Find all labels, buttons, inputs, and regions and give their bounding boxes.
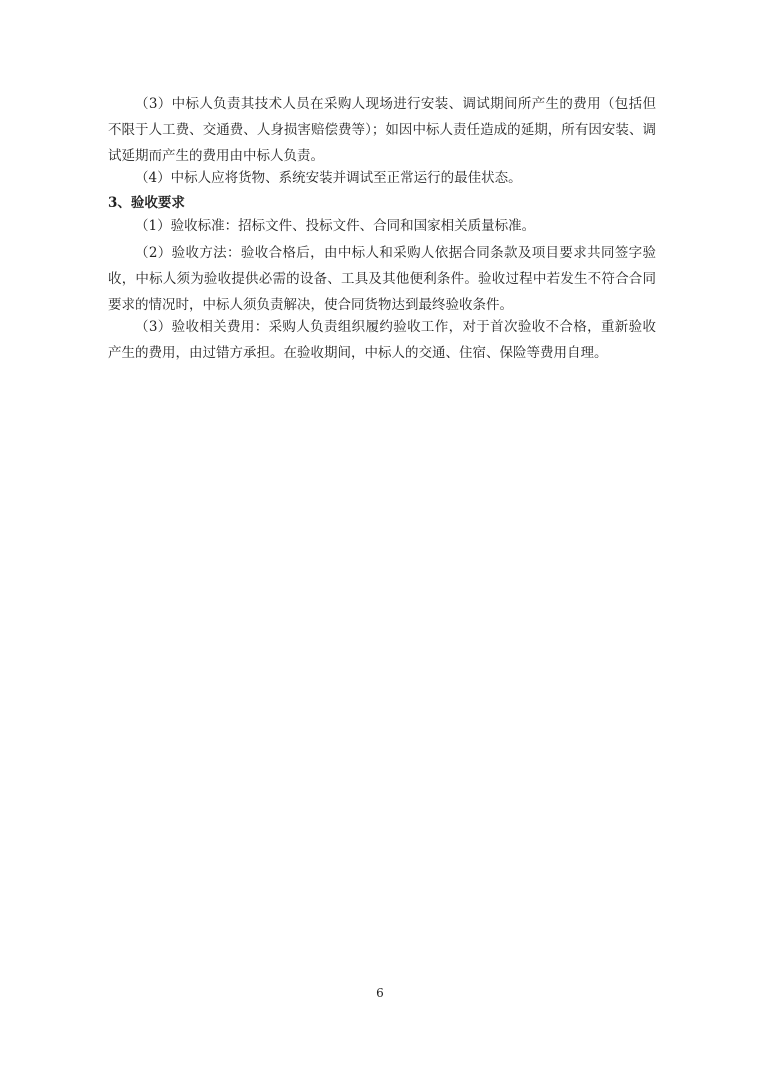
paragraph-acceptance-costs: （3）验收相关费用：采购人负责组织履约验收工作，对于首次验收不合格，重新验收产生的费用，由过错方承担。在验收期间，中标人的交通、住宿、保险等费用自理。 xyxy=(108,319,656,361)
paragraph-install-costs: （3）中标人负责其技术人员在采购人现场进行安装、调试期间所产生的费用（包括但不限于人工费、交通费、人身损害赔偿费等）；如因中标人责任造成的延期，所有因安装、调试延期而产生的费用由中标人负责。 xyxy=(108,96,656,164)
paragraph-acceptance-standard: （1）验收标准：招标文件、投标文件、合同和国家相关质量标准。 xyxy=(135,218,536,234)
page-number: 6 xyxy=(376,986,384,1000)
section-heading-acceptance: 3、验收要求 xyxy=(108,195,185,211)
paragraph-install-state: （4）中标人应将货物、系统安装并调试至正常运行的最佳状态。 xyxy=(135,170,522,186)
paragraph-acceptance-method: （2）验收方法：验收合格后，由中标人和采购人依据合同条款及项目要求共同签字验收，中标人须为验收提供必需的设备、工具及其他便利条件。验收过程中若发生不符合合同要求的情况时，中标人须负责解决，使合同货物达到最终验收条件。 xyxy=(108,245,656,313)
